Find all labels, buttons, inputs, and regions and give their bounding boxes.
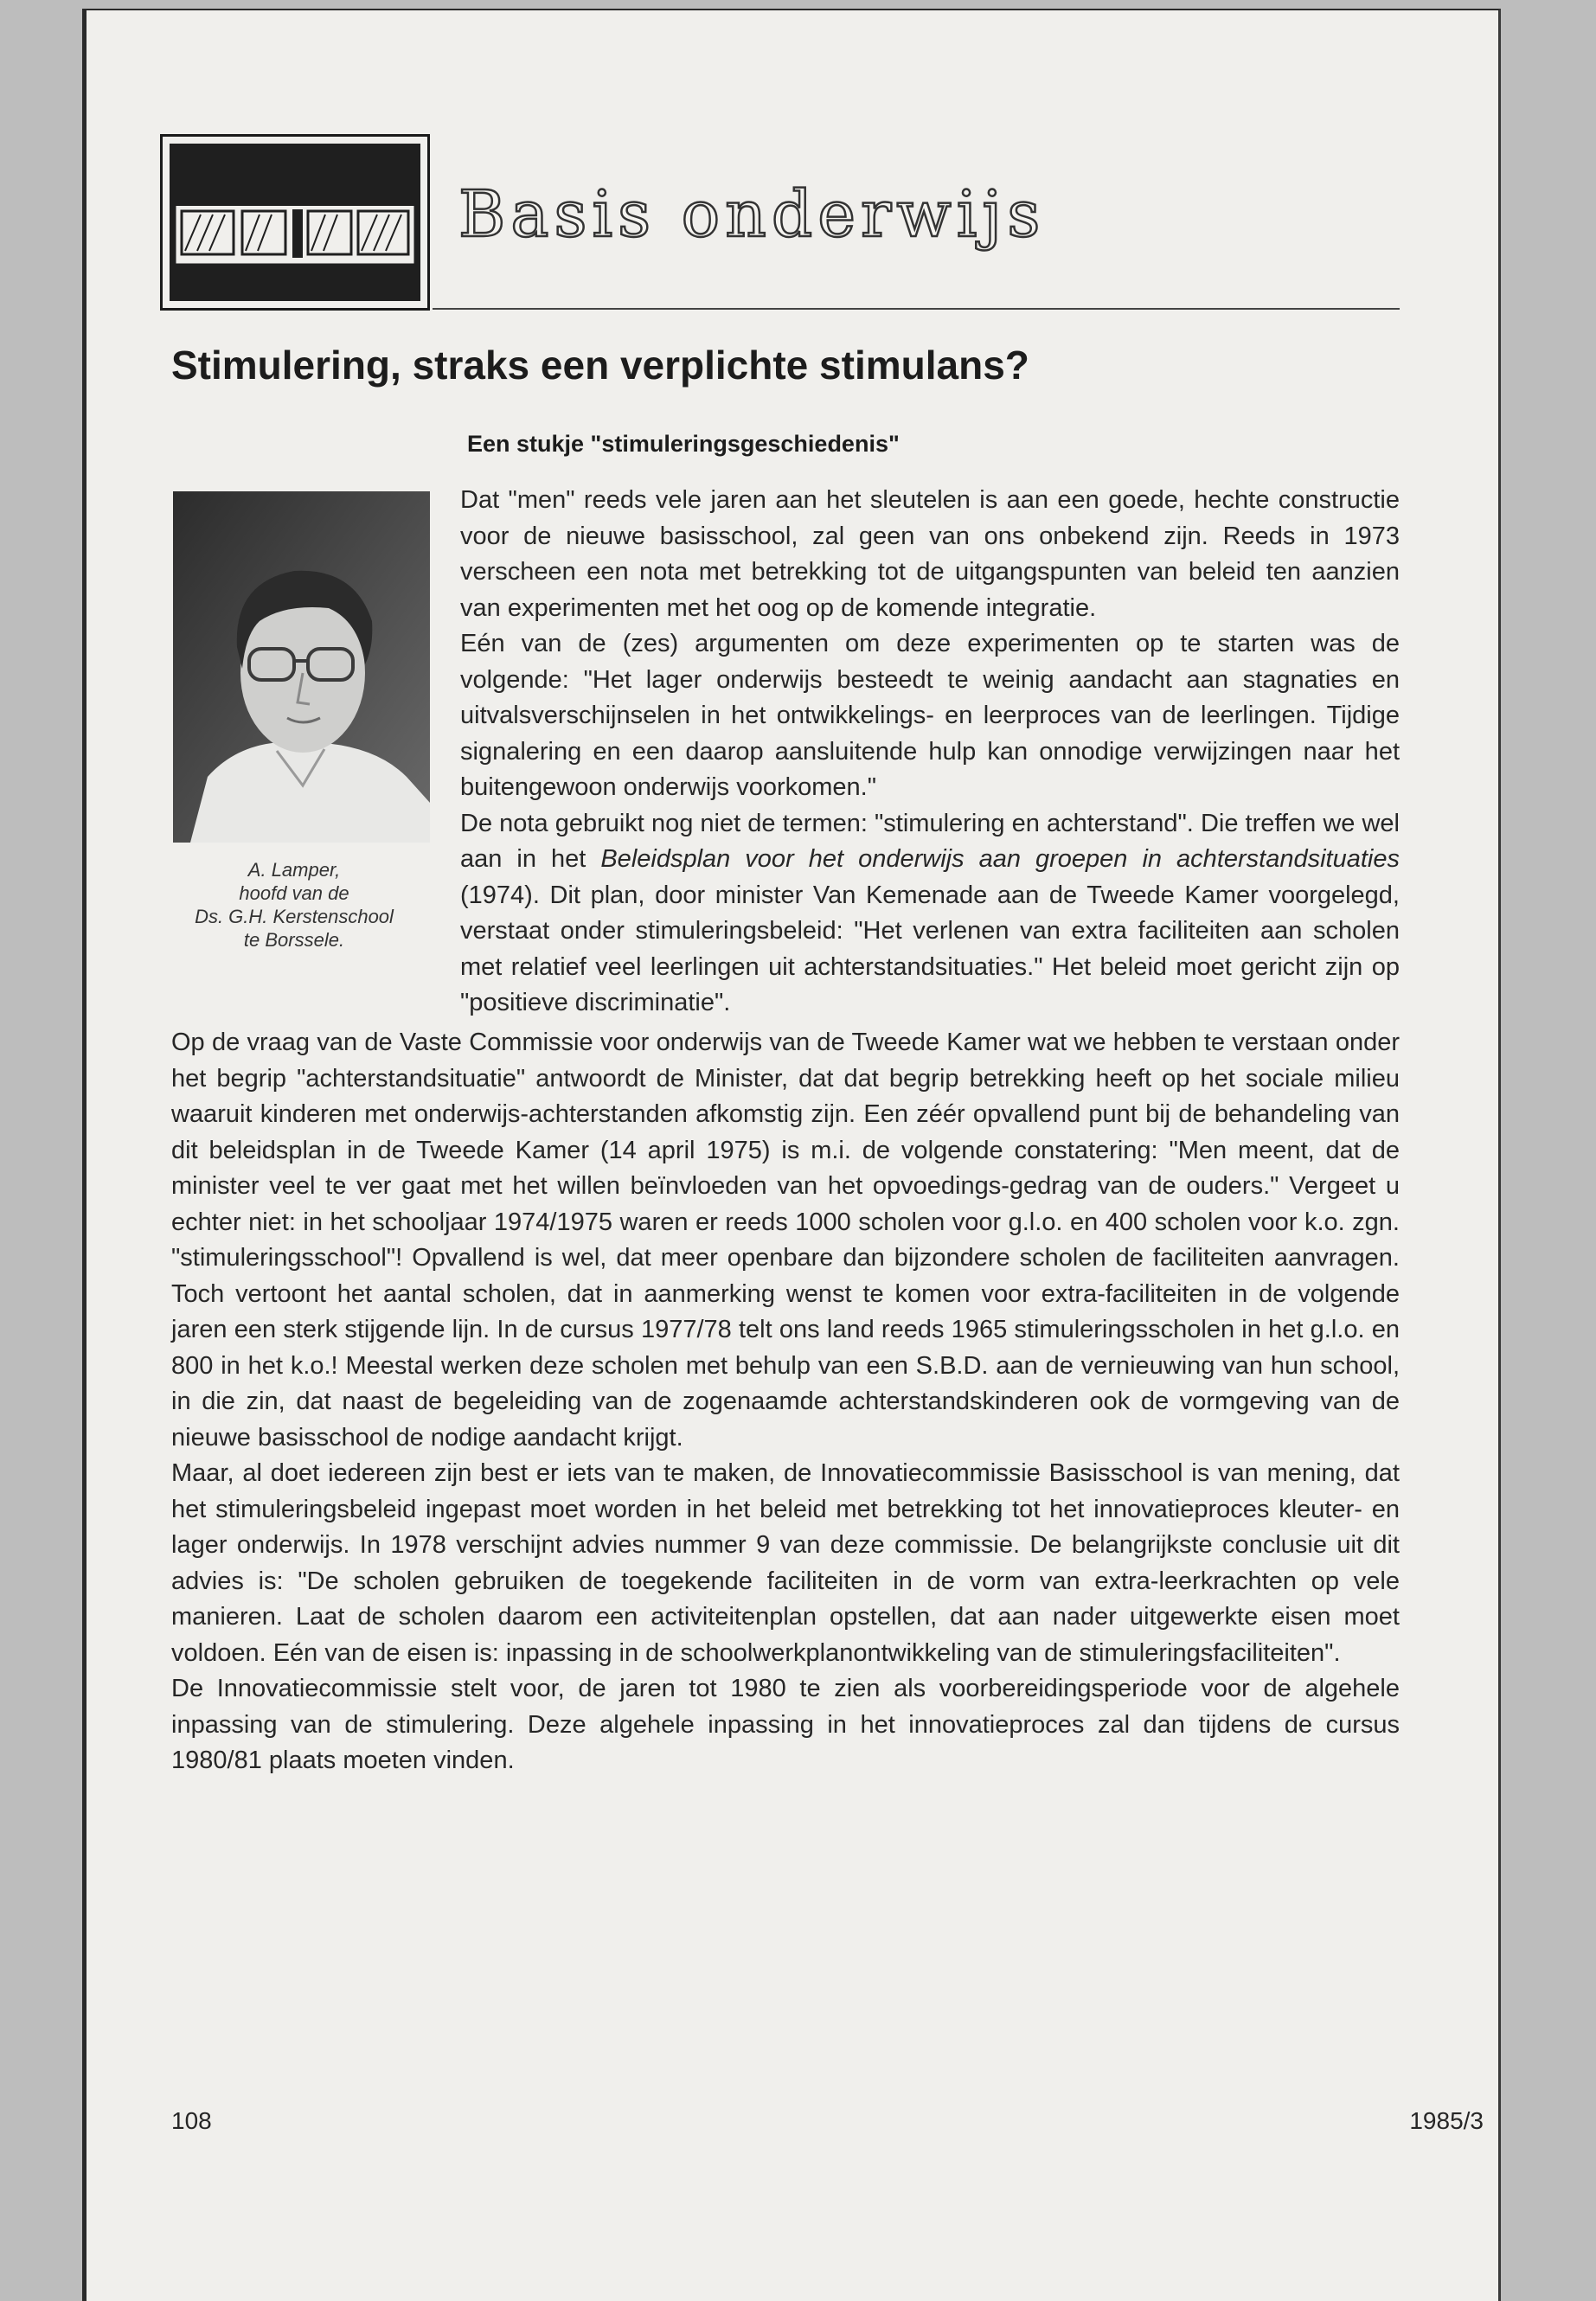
caption-line: Ds. G.H. Kerstenschool	[195, 906, 394, 927]
paragraph: Eén van de (zes) argumenten om deze experimenten op te starten was de volgende: "Het lager onderwijs besteedt te weinig aandacht aan stagnaties en uitvalsverschijnselen in het ontwikkelings- en leerproces van de leerlingen. Tijdige signalering en een daarop aansluitende hulp kan onnodige verwijzingen naar het buitengewoon onderwijs voorkomen."	[460, 630, 1400, 801]
page-number: 108	[171, 2107, 212, 2134]
article-column-text	[460, 483, 1400, 1022]
caption-line: te Borssele.	[243, 929, 345, 951]
issue-number: 1985/3	[1409, 2107, 1484, 2134]
document-title: Beleidsplan voor het onderwijs aan groepen in achterstandsituaties	[600, 845, 1400, 873]
author-portrait-photo	[173, 491, 430, 843]
paragraph: Op de vraag van de Vaste Commissie voor onderwijs van de Tweede Kamer wat we hebben te verstaan onder het begrip "achterstandsituatie" antwoordt de Minister, dat dat begrip betrekking heeft op het sociale milieu waaruit kinderen met onderwijs-achterstanden afkomstig zijn. Een zéér opvallend punt bij de behandeling van dit beleidsplan in de Tweede Kamer (14 april 1975) is m.i. de volgende constatering: "Men meent, dat de minister veel te ver gaat met het willen beïnvloeden van het opvoedings-gedrag van de ouders." Vergeet u echter niet: in het schooljaar 1974/1975 waren er reeds 1000 scholen voor g.l.o. en 400 scholen voor k.o. zgn. "stimuleringsschool"! Opvallend is wel, dat meer openbare dan bijzondere scholen de faciliteiten aanvragen. Toch vertoont het aantal scholen, dat in aanmerking wenst te komen voor extra-faciliteiten in de volgende jaren een sterk stijgende lijn. In de cursus 1977/78 telt ons land reeds 1965 stimuleringsscholen in het g.l.o. en 800 in het k.o.! Meestal werken deze scholen met behulp van een S.B.D. aan de vernieuwing van hun school, in die zin, dat naast de begeleiding van de zogenaamde achterstandskinderen ook de vormgeving van de nieuwe basisschool de nodige aandacht krijgt.	[171, 1029, 1400, 1452]
article-headline: Stimulering, straks een verplichte stimulans?	[171, 343, 1029, 388]
caption-line: hoofd van de	[239, 882, 349, 904]
school-building-logo	[160, 134, 430, 311]
paragraph: De Innovatiecommissie stelt voor, de jaren tot 1980 te zien als voorbereidingsperiode voor de algehele inpassing van de stimulering. Deze algehele inpassing in het innovatieproces zal dan tijdens de cursus 1980/81 plaats moeten vinden.	[171, 1675, 1400, 1774]
paragraph-text: (1974). Dit plan, door minister Van Kemenade aan de Tweede Kamer voorgelegd, verstaat onder stimuleringsbeleid: "Het verlenen van extra faciliteiten aan scholen met relatief veel leerlingen uit achterstandsituaties." Het beleid moet gericht zijn op "positieve discriminatie".	[460, 881, 1400, 1016]
paragraph-text: De nota gebruikt nog niet de termen: "stimulering en achterstand". Die treffen we wel aan in het	[460, 809, 1400, 873]
paragraph: Maar, al doet iedereen zijn best er iets van te maken, de Innovatiecommissie Basisschool is van mening, dat het stimuleringsbeleid ingepast moet worden in het beleid met betrekking tot het innovatieproces kleuter- en lager onderwijs. In 1978 verschijnt advies nummer 9 van deze commissie. De belangrijkste conclusie uit dit advies is: "De scholen gebruiken de toegekende faciliteiten in de vorm van extra-leerkrachten op vele manieren. Laat de scholen daarom een activiteitenplan opstellen, dat aan nader uitgewerkte eisen moet voldoen. Eén van de eisen is: inpassing in de schoolwerkplanontwikkeling van de stimuleringsfaciliteiten".	[171, 1459, 1400, 1667]
paragraph: Dat "men" reeds vele jaren aan het sleutelen is aan een goede, hechte constructie voor de nieuwe basisschool, zal geen van ons onbekend zijn. Reeds in 1973 verscheen een nota met betrekking tot de uitgangspunten van beleid ten aanzien van experimenten met het oog op de komende integratie.	[460, 486, 1400, 622]
section-title: Basis onderwijs	[458, 177, 1046, 252]
article-body-text	[171, 1025, 1400, 1779]
header-divider	[433, 308, 1400, 310]
photo-caption	[164, 858, 424, 952]
caption-line: A. Lamper,	[247, 859, 341, 881]
article-subheading: Een stukje "stimuleringsgeschiedenis"	[467, 431, 900, 457]
paragraph	[460, 806, 1400, 1022]
